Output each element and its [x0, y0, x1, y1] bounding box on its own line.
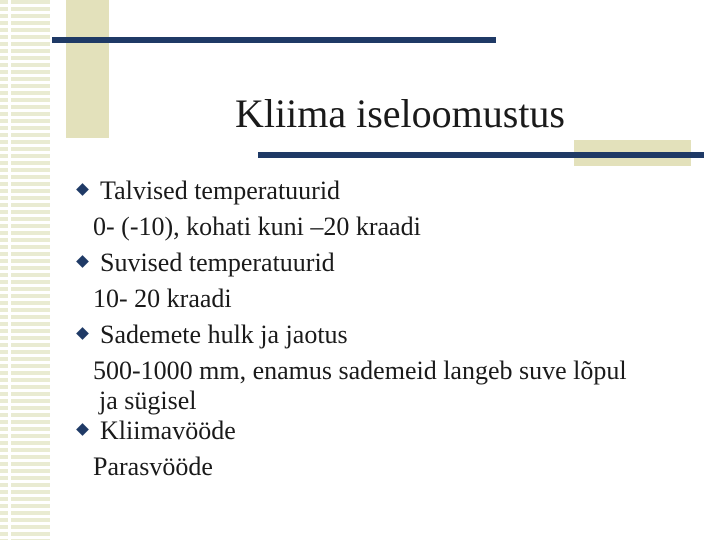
- bullet-detail-continuation: ja sügisel: [99, 386, 197, 415]
- bullet-detail: 10- 20 kraadi: [93, 284, 232, 313]
- bullet-item-summer-temperatures: [78, 245, 698, 317]
- diamond-bullet-icon: [76, 327, 89, 340]
- bullet-item-precipitation: [78, 317, 698, 413]
- bullet-heading: Talvised temperatuurid: [100, 176, 341, 205]
- bullet-heading: Kliimavööde: [100, 416, 236, 445]
- title-rule-bottom: [258, 152, 704, 158]
- bullet-heading: Suvised temperatuurid: [100, 248, 335, 277]
- bullet-list: [78, 173, 698, 485]
- bullet-heading: Sademete hulk ja jaotus: [100, 320, 348, 349]
- bullet-detail: 500-1000 mm, enamus sademeid langeb suve lõpul: [93, 356, 627, 385]
- bullet-item-winter-temperatures: [78, 173, 698, 245]
- diamond-bullet-icon: [76, 423, 89, 436]
- bullet-detail: 0- (-10), kohati kuni –20 kraadi: [93, 212, 421, 241]
- title-rule-top: [52, 37, 496, 43]
- diamond-bullet-icon: [76, 255, 89, 268]
- decorative-block-top: [66, 0, 109, 138]
- decorative-stripes: [0, 0, 50, 540]
- slide-title: Kliima iseloomustus: [235, 91, 565, 136]
- bullet-detail: Parasvööde: [93, 452, 213, 481]
- diamond-bullet-icon: [76, 183, 89, 196]
- bullet-item-climate-zone: [78, 413, 698, 485]
